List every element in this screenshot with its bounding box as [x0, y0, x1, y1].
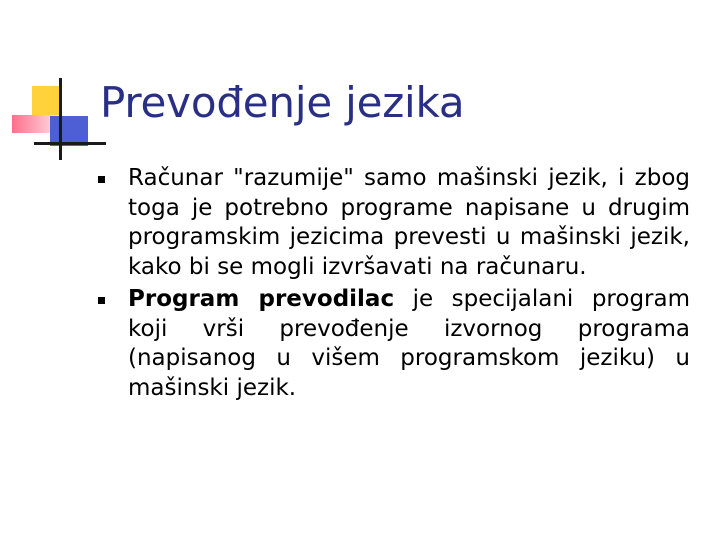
- square-bullet-icon: [98, 297, 105, 304]
- logo-yellow-square: [32, 86, 62, 116]
- bullet-body-2: je specijalani program koji vrši prevođenje izvornog programa (napisanog u višem programskom jeziku) u mašinski jezik.: [128, 286, 690, 401]
- logo-vertical-line: [59, 78, 62, 160]
- bullet-text-1: [128, 164, 690, 282]
- slide-content: [98, 164, 690, 406]
- square-bullet-icon: [98, 176, 105, 183]
- bullet-item-2: [98, 285, 690, 403]
- bullet-item-1: [98, 164, 690, 282]
- slide-title: Prevođenje jezika: [100, 78, 465, 127]
- bullet-text-2: [128, 285, 690, 403]
- bullet-bold-2: Program prevodilac: [128, 286, 395, 312]
- logo-horizontal-line: [34, 142, 106, 145]
- slide-logo-decoration: [0, 0, 110, 170]
- bullet-body-1: Računar "razumije" samo mašinski jezik, i zbog toga je potrebno programe napisane u drugim programskim jezicima prevesti u mašinski jezik, kako bi se mogli izvršavati na računaru.: [128, 165, 690, 280]
